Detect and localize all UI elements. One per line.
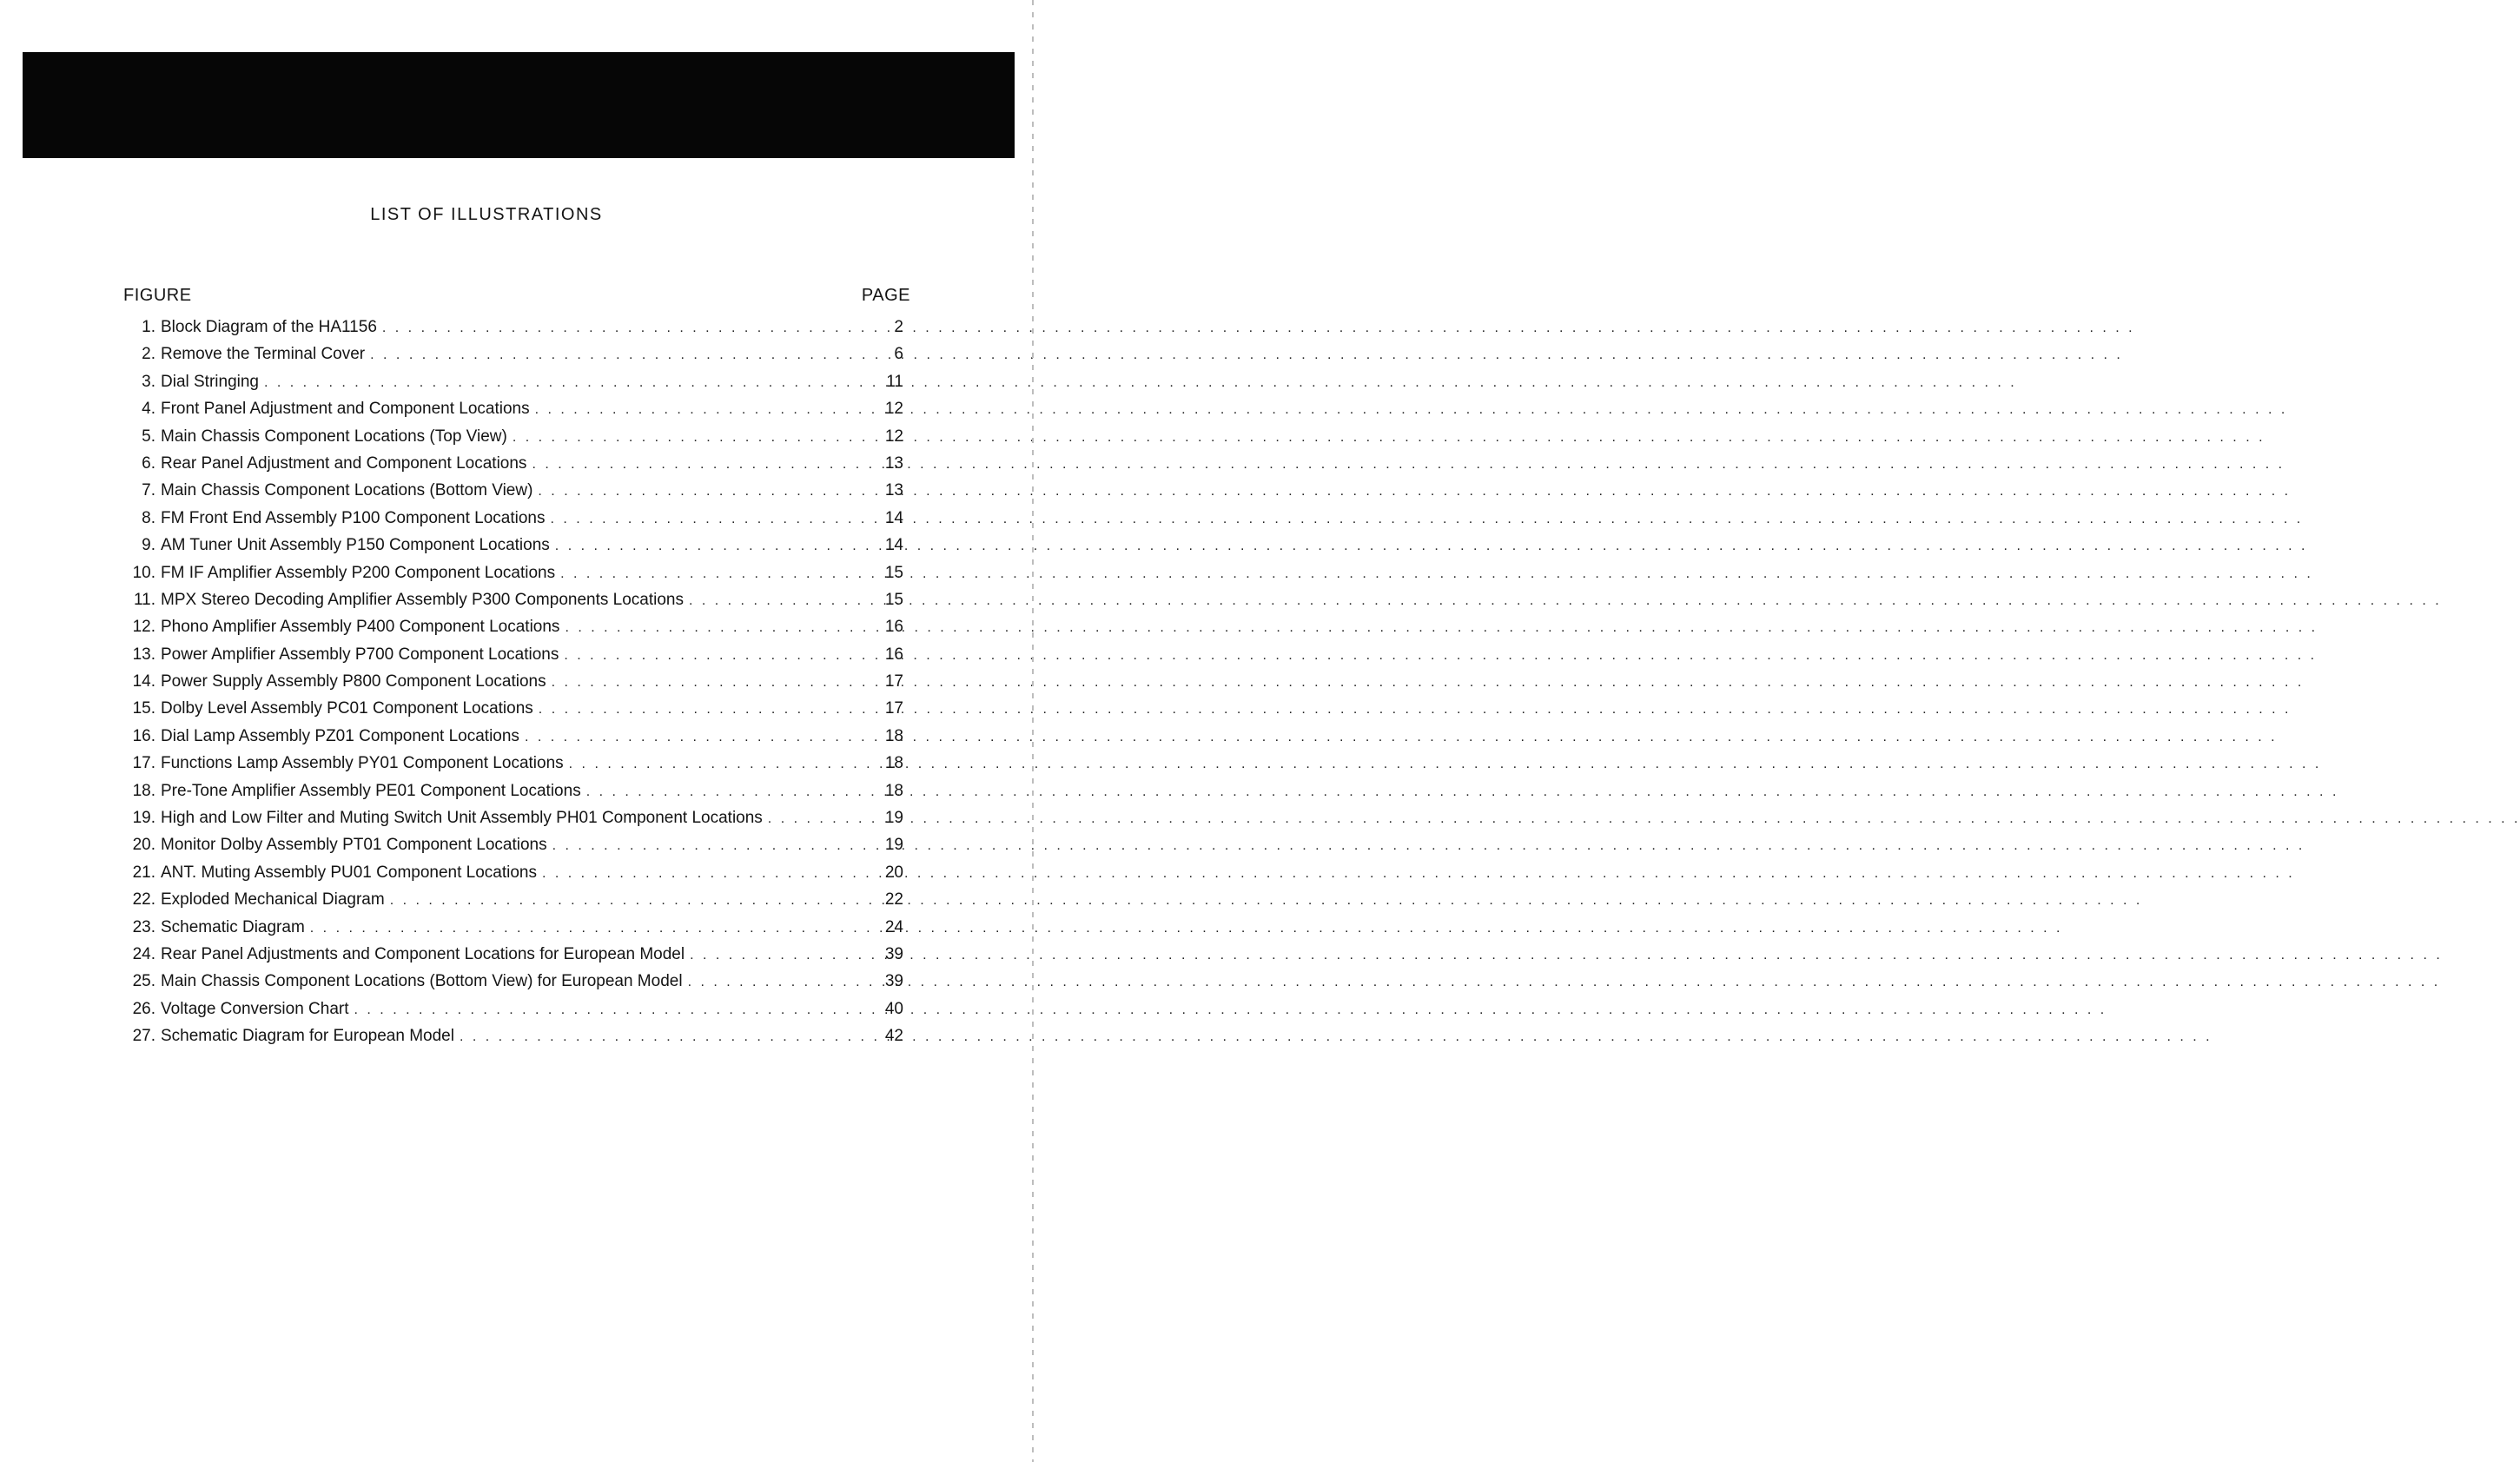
toc-entry (122, 972, 903, 999)
toc-entry (122, 400, 903, 427)
page-number: 15 (884, 563, 903, 582)
figure-number: 11. (133, 590, 155, 609)
page-number: 12 (884, 400, 903, 419)
toc-entry (122, 481, 903, 508)
dot-leader (555, 539, 867, 554)
dot-leader (539, 702, 867, 718)
dot-leader (532, 457, 867, 473)
toc-entry (122, 564, 903, 591)
toc-entry (122, 1000, 903, 1027)
figure-number: 6. (142, 453, 155, 473)
figure-title: Main Chassis Component Locations (Bottom View) (161, 481, 533, 500)
page-number: 11 (886, 372, 903, 391)
dot-leader (586, 784, 867, 800)
figure-title: Remove the Terminal Cover (161, 345, 366, 364)
page-number: 18 (884, 781, 903, 800)
figure-number: 17. (132, 754, 155, 773)
page-number: 42 (884, 1027, 903, 1046)
dot-leader (560, 566, 867, 582)
dot-leader (689, 593, 867, 609)
figure-title: Main Chassis Component Locations (Top View) (161, 427, 507, 446)
page-number: 13 (884, 481, 903, 500)
dot-leader (460, 1029, 867, 1045)
figure-title: Rear Panel Adjustments and Component Locations for European Model (161, 944, 685, 963)
figure-title: Dial Lamp Assembly PZ01 Component Locations (161, 726, 519, 745)
page-number: 39 (884, 972, 903, 991)
dot-leader (688, 975, 867, 990)
dot-leader (310, 921, 867, 936)
page-column-heading: PAGE (861, 286, 910, 305)
figure-number: 3. (142, 372, 155, 391)
page-number: 2 (894, 318, 903, 336)
page-number: 22 (884, 890, 903, 910)
figure-number: 26. (132, 999, 155, 1018)
dot-leader (525, 730, 867, 745)
figure-title: Dolby Level Assembly PC01 Component Locations (161, 699, 533, 718)
dot-leader (690, 948, 867, 963)
figure-number: 16. (132, 726, 155, 745)
toc-entry (122, 536, 903, 563)
page-number: 14 (884, 508, 903, 527)
page-number: 18 (884, 754, 903, 773)
figure-number: 20. (132, 836, 155, 855)
figure-number: 10. (132, 563, 155, 582)
toc-entry (122, 863, 903, 890)
page-number: 18 (884, 726, 903, 745)
toc-entry (122, 645, 903, 672)
dot-leader (370, 347, 867, 363)
toc-entry (122, 345, 903, 372)
dot-leader (513, 430, 867, 446)
figure-number: 9. (142, 536, 155, 555)
toc-entry (122, 836, 903, 863)
figure-number: 27. (132, 1027, 155, 1046)
figure-title: Pre-Tone Amplifier Assembly PE01 Component Locations (161, 781, 581, 800)
dot-leader (542, 866, 867, 882)
figure-title: Power Amplifier Assembly P700 Component Locations (161, 645, 559, 664)
scan-edge (1032, 0, 1034, 1462)
page-number: 12 (884, 427, 903, 446)
toc-entry (122, 782, 903, 809)
figure-title: Power Supply Assembly P800 Component Locations (161, 672, 546, 691)
figure-title: FM Front End Assembly P100 Component Locations (161, 508, 546, 527)
toc-entry (122, 945, 903, 972)
toc-entry (122, 427, 903, 454)
toc-entry (122, 318, 903, 345)
page-number: 13 (884, 453, 903, 473)
dot-leader (538, 484, 867, 499)
toc-entry (122, 754, 903, 781)
page-title: LIST OF ILLUSTRATIONS (370, 205, 603, 224)
figure-number: 14. (132, 672, 155, 691)
figure-title: Schematic Diagram (161, 917, 305, 936)
toc-entry (122, 454, 903, 481)
page-number: 20 (884, 863, 903, 882)
figure-title: Rear Panel Adjustment and Component Locations (161, 453, 527, 473)
toc-entry (122, 699, 903, 726)
figure-number: 13. (132, 645, 155, 664)
figure-number: 15. (132, 699, 155, 718)
page-number: 16 (884, 645, 903, 664)
page-number: 6 (894, 345, 903, 364)
figure-title: Monitor Dolby Assembly PT01 Component Locations (161, 836, 547, 855)
figure-column-heading: FIGURE (123, 286, 192, 305)
toc-entry (122, 1027, 903, 1054)
dot-leader (552, 675, 867, 691)
page-number: 40 (884, 999, 903, 1018)
figure-title: FM IF Amplifier Assembly P200 Component Locations (161, 563, 556, 582)
page-number: 39 (884, 944, 903, 963)
dot-leader (565, 620, 867, 636)
toc-entry (122, 373, 903, 400)
dot-leader (390, 893, 867, 909)
figure-number: 24. (132, 944, 155, 963)
toc-entry (122, 591, 903, 618)
toc-entry (122, 809, 903, 836)
figure-number: 21. (132, 863, 155, 882)
page-number: 17 (884, 699, 903, 718)
figure-title: Phono Amplifier Assembly P400 Component Locations (161, 618, 560, 637)
page-number: 17 (884, 672, 903, 691)
dot-leader (264, 375, 867, 391)
figure-number: 2. (142, 345, 155, 364)
figure-number: 7. (142, 481, 155, 500)
figure-title: Dial Stringing (161, 372, 259, 391)
figure-number: 8. (142, 508, 155, 527)
figure-title: High and Low Filter and Muting Switch Unit Assembly PH01 Component Locations (161, 809, 763, 828)
page-number: 19 (884, 809, 903, 828)
figure-number: 4. (142, 400, 155, 419)
dot-leader (535, 402, 867, 418)
page-number: 19 (884, 836, 903, 855)
header-band (23, 52, 1015, 158)
page-number: 16 (884, 618, 903, 637)
figure-number: 19. (132, 809, 155, 828)
dot-leader (564, 648, 867, 664)
figure-number: 12. (132, 618, 155, 637)
toc-entry (122, 618, 903, 645)
toc-entry (122, 672, 903, 699)
toc-entry (122, 890, 903, 917)
figure-number: 5. (142, 427, 155, 446)
dot-leader (382, 321, 867, 336)
figure-title: Exploded Mechanical Diagram (161, 890, 385, 910)
figure-number: 23. (132, 917, 155, 936)
page-number: 24 (884, 917, 903, 936)
page-number: 14 (884, 536, 903, 555)
toc-entry (122, 918, 903, 945)
figure-number: 22. (132, 890, 155, 910)
dot-leader (552, 838, 867, 854)
figure-title: Voltage Conversion Chart (161, 999, 349, 1018)
figure-title: ANT. Muting Assembly PU01 Component Locations (161, 863, 537, 882)
figure-title: Functions Lamp Assembly PY01 Component Locations (161, 754, 564, 773)
figure-title: AM Tuner Unit Assembly P150 Component Locations (161, 536, 550, 555)
dot-leader (551, 512, 867, 527)
toc-entry (122, 509, 903, 536)
toc-entry (122, 727, 903, 754)
figure-number: 25. (132, 972, 155, 991)
figure-number: 1. (142, 318, 155, 336)
figure-title: Main Chassis Component Locations (Bottom View) for European Model (161, 972, 683, 991)
illustrations-list (122, 318, 903, 1055)
figure-title: Block Diagram of the HA1156 (161, 318, 377, 336)
page-number: 15 (884, 590, 903, 609)
figure-title: Front Panel Adjustment and Component Locations (161, 400, 530, 419)
figure-title: Schematic Diagram for European Model (161, 1027, 454, 1046)
figure-number: 18. (132, 781, 155, 800)
dot-leader (569, 757, 867, 772)
dot-leader (768, 811, 867, 827)
dot-leader (354, 1002, 867, 1018)
figure-title: MPX Stereo Decoding Amplifier Assembly P300 Components Locations (161, 590, 684, 609)
